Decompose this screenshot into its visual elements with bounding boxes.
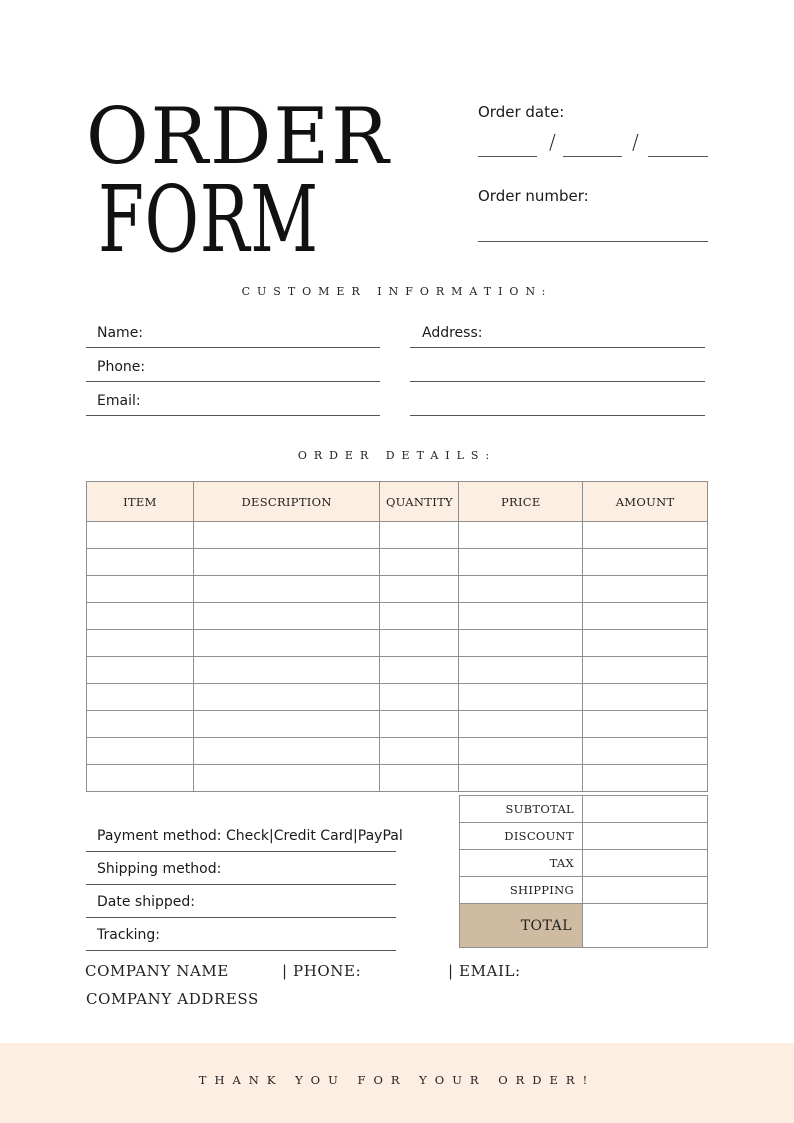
cell-item[interactable]: [87, 630, 194, 657]
discount-value-cell[interactable]: [583, 823, 708, 850]
company-address: COMPANY ADDRESS: [86, 990, 259, 1008]
cell-description[interactable]: [193, 522, 380, 549]
cell-price[interactable]: [459, 765, 583, 792]
date-shipped-label: Date shipped:: [97, 894, 195, 910]
name-field[interactable]: [86, 347, 380, 348]
phone-label: Phone:: [97, 359, 146, 375]
table-row: [87, 549, 708, 576]
table-row: [87, 738, 708, 765]
tax-value-cell[interactable]: [583, 850, 708, 877]
cell-price[interactable]: [459, 711, 583, 738]
title-order: ORDER: [86, 92, 391, 182]
table-row: [87, 684, 708, 711]
cell-item[interactable]: [87, 576, 194, 603]
tax-label: TAX: [460, 850, 583, 877]
cell-amount[interactable]: [583, 711, 708, 738]
tax-row: [460, 850, 708, 877]
total-row: [460, 904, 708, 948]
order-date-month-field[interactable]: [563, 156, 622, 157]
cell-quantity[interactable]: [380, 765, 459, 792]
total-label: TOTAL: [460, 904, 583, 948]
tracking-label: Tracking:: [97, 927, 160, 943]
cell-price[interactable]: [459, 549, 583, 576]
customer-info-heading: CUSTOMER INFORMATION:: [241, 285, 553, 298]
cell-description[interactable]: [193, 765, 380, 792]
cell-amount[interactable]: [583, 603, 708, 630]
cell-quantity[interactable]: [380, 684, 459, 711]
cell-description[interactable]: [193, 549, 380, 576]
cell-quantity[interactable]: [380, 630, 459, 657]
cell-price[interactable]: [459, 576, 583, 603]
column-header-description: DESCRIPTION: [193, 482, 380, 522]
date-separator-1: /: [549, 130, 556, 154]
date-separator-2: /: [632, 130, 639, 154]
column-header-quantity: QUANTITY: [380, 482, 459, 522]
order-items-body: [87, 522, 708, 792]
company-email: | EMAIL:: [448, 962, 521, 980]
email-field[interactable]: [86, 415, 380, 416]
cell-description[interactable]: [193, 738, 380, 765]
column-header-item: ITEM: [87, 482, 194, 522]
cell-quantity[interactable]: [380, 657, 459, 684]
order-date-year-field[interactable]: [648, 156, 708, 157]
cell-quantity[interactable]: [380, 711, 459, 738]
date-shipped-field[interactable]: [86, 917, 396, 918]
cell-description[interactable]: [193, 684, 380, 711]
table-row: [87, 576, 708, 603]
cell-price[interactable]: [459, 657, 583, 684]
tracking-field[interactable]: [86, 950, 396, 951]
cell-item[interactable]: [87, 738, 194, 765]
order-items-table: [86, 481, 708, 792]
subtotal-row: [460, 796, 708, 823]
subtotal-label: SUBTOTAL: [460, 796, 583, 823]
cell-amount[interactable]: [583, 549, 708, 576]
shipping-label: SHIPPING: [460, 877, 583, 904]
order-date-label: Order date:: [478, 103, 565, 121]
cell-amount[interactable]: [583, 630, 708, 657]
order-number-label: Order number:: [478, 187, 589, 205]
total-value-cell[interactable]: [583, 904, 708, 948]
company-phone: | PHONE:: [282, 962, 362, 980]
cell-item[interactable]: [87, 765, 194, 792]
cell-item[interactable]: [87, 711, 194, 738]
cell-price[interactable]: [459, 603, 583, 630]
table-row: [87, 522, 708, 549]
shipping-method-label: Shipping method:: [97, 861, 222, 877]
cell-item[interactable]: [87, 549, 194, 576]
discount-label: DISCOUNT: [460, 823, 583, 850]
cell-quantity[interactable]: [380, 522, 459, 549]
discount-row: [460, 823, 708, 850]
name-label: Name:: [97, 325, 144, 341]
phone-field[interactable]: [86, 381, 380, 382]
title-form: FORM: [98, 166, 319, 273]
cell-item[interactable]: [87, 522, 194, 549]
order-details-heading: ORDER DETAILS:: [297, 449, 497, 462]
cell-amount[interactable]: [583, 657, 708, 684]
shipping-method-field[interactable]: [86, 884, 396, 885]
cell-price[interactable]: [459, 738, 583, 765]
table-header-row: [87, 482, 708, 522]
shipping-value-cell[interactable]: [583, 877, 708, 904]
cell-quantity[interactable]: [380, 576, 459, 603]
cell-quantity[interactable]: [380, 549, 459, 576]
column-header-price: PRICE: [459, 482, 583, 522]
cell-quantity[interactable]: [380, 603, 459, 630]
cell-price[interactable]: [459, 522, 583, 549]
cell-amount[interactable]: [583, 522, 708, 549]
email-label: Email:: [97, 393, 141, 409]
cell-description[interactable]: [193, 603, 380, 630]
cell-amount[interactable]: [583, 765, 708, 792]
payment-method-label: Payment method: Check|Credit Card|PayPal: [97, 828, 403, 844]
payment-method-field[interactable]: [86, 851, 396, 852]
cell-amount[interactable]: [583, 684, 708, 711]
thank-you-message: THANK YOU FOR YOUR ORDER!: [198, 1073, 596, 1087]
shipping-row: [460, 877, 708, 904]
cell-description[interactable]: [193, 657, 380, 684]
address-label: Address:: [422, 325, 483, 341]
cell-item[interactable]: [87, 603, 194, 630]
cell-quantity[interactable]: [380, 738, 459, 765]
address-field-line-2[interactable]: [410, 381, 705, 382]
table-row: [87, 603, 708, 630]
cell-item[interactable]: [87, 684, 194, 711]
cell-item[interactable]: [87, 657, 194, 684]
cell-amount[interactable]: [583, 576, 708, 603]
order-number-field[interactable]: [478, 241, 708, 242]
subtotal-value-cell[interactable]: [583, 796, 708, 823]
cell-price[interactable]: [459, 684, 583, 711]
company-name: COMPANY NAME: [85, 962, 229, 980]
table-row: [87, 657, 708, 684]
address-field-line-1[interactable]: [410, 347, 705, 348]
cell-description[interactable]: [193, 630, 380, 657]
cell-description[interactable]: [193, 711, 380, 738]
table-row: [87, 711, 708, 738]
cell-amount[interactable]: [583, 738, 708, 765]
order-date-day-field[interactable]: [478, 156, 537, 157]
address-field-line-3[interactable]: [410, 415, 705, 416]
cell-price[interactable]: [459, 630, 583, 657]
cell-description[interactable]: [193, 576, 380, 603]
column-header-amount: AMOUNT: [583, 482, 708, 522]
table-row: [87, 630, 708, 657]
totals-table: [459, 795, 708, 948]
table-row: [87, 765, 708, 792]
